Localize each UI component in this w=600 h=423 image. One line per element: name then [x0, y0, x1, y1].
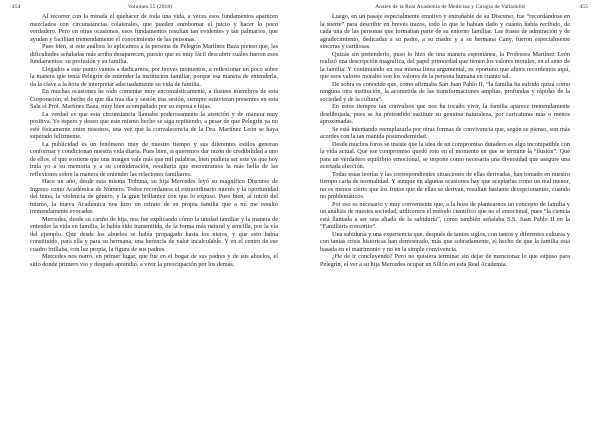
paragraph: Todas estas teorías y las correspondientes situaciones de ellas derivadas, han tomado en nuestro tiempo carta de normalidad. Y aunque en algunas ocasiones hay que aceptarlas como un mal menor, no es menos cierto que los frutos que de ellas se derivan, resultan bastante decepcionantes, cuando no problemáticos. [320, 170, 570, 200]
paragraph: Hace un año, desde esta misma Tribuna, su hija Mercedes leyó su magnífico Discurso de Ingreso como Académica de Número. Todos recordamos el extraordinario interés y la oportunidad del tema, la violencia de género, y la gran brillantez con que lo expuso. Pues bien, al inicio del mismo, la nueva Académica nos hizo un retrato de su propia familia que a mí me resultó tremendamente evocador. [30, 178, 278, 215]
page-body [30, 13, 278, 268]
right-page [300, 0, 600, 423]
paragraph: Una sabiduría y una experiencia que, después de tantos siglos, con tantos y diferentes culturas y con tantas crisis históricas han demostrado, más que sobradamente, el hecho de que la familia está basada en el matrimonio y no en la simple convivencia. [320, 230, 570, 253]
paragraph: Mercedes, desde su cariño de hija, nos fue explicando cómo la unidad familiar y la manera de entender la vida en familia, le había sido transmitida, de la forma más natural y sencilla, por la vía del ejemplo. Que desde los abuelos se había propagado hasta los nietos, y que esto había constituido, para ella y para su hermana, una herencia de valor incalculable. Y en el centro de ese cuadro brillaba, con luz propia, la figura de sus padres. [30, 215, 278, 253]
paragraph: Al recorrer con la mirada el quehacer de toda una vida, a veces esos fundamentos aparecen mezclados con circunstancias colaterales, que pueden enmbornar el juicio y hacer lo poco verdadero. Pero en otras ocasiones, esos fundamentos resultan tan evidentes y tan palmarios, que ayudan y facilitan tremendamente el conocimiento de las personas. [30, 13, 278, 43]
paragraph: La verdad es que esta circunstancia llamaba poderosamente la atención y de manera muy positiva. Yo espero y deseo que este mismo hecho se siga repitiendo, a pesar de que Pelegrín ya no esté físicamente entre nosotros, una vez que la convalecencia de la Dra. Martínez León se haya superado felizmente. [30, 110, 278, 140]
paragraph: Desde muchos foros se insiste que la idea de un compromiso duradero es algo incompatible con la vida actual. Qué ese compromiso quedó roto en el momento en que se termine la “ilusión”. Qué para un verdadero equilibrio emocional, se impone como necesaria una diversidad que asegure una acertada elección. [320, 140, 570, 170]
paragraph: La publicidad es un fenómeno muy de nuestro tiempo y sus diferentes estilos generan conformar y condicionan nuestra vida diaria. Pues bien, si queremos dar razón de credibilidad a uno de ellos, el que sostiene que una imagen vale más que mil palabras, bien pudiera ser este ya que hoy traía yo a su memoria y a su consideración, resultaría que encontramos la más bella de las reflexiones sobre la manera de entender las relaciones familiares. [30, 140, 278, 178]
paragraph: En estos tiempos tan convulsos que nos ha tocado vivir, la familia aparece tremendamente desdibujada, pues se ha pretendido sustituir su genuina naturaleza, por caricaturas más o menos aproximadas. [320, 103, 570, 125]
page-number: 455 [579, 4, 588, 10]
paragraph: Llegados a este punto vamos a dedicarnos, por breves momentos, a reflexionar un poco sobre la manera que tenía Pelegrín de entender la institución familiar, porque esa manera de entenderla, da la clave a la hora de interpretar adecuadamente su vida de familia. [30, 65, 278, 88]
paragraph: Mercedes nos narró, en primer lugar, que fue en el hogar de sus padres y de sus abuelos, el sitio donde primero vio y después aprendió, a vivir la preocupación por los demás. [30, 253, 278, 268]
paragraph: Quizás sin pretenderlo, puso lo hizo de una manera espontánea, la Profesora Martínez León realizó una descripción magnífica, del papel primordial que tienen los valores morales, en el seno de la familia. Y continuando en esa misma línea argumental, es oportuno que ahora recordemos aquí, que esos valores morales son los valores de la persona humana en cuanto tal. [320, 50, 570, 80]
page-number: 454 [12, 4, 21, 10]
paragraph: Se está intentando reemplazarla por otras formas de convivencia que, según se pienso, son más acordes con la tan manida postmodernidad. [320, 125, 570, 140]
paragraph: ¿He de ir concluyendo? Pero no quisiera terminar sin dejar de mencionar lo que supuso para Pelegrín, el ver a su hija Mercedes ocupar un Sillón en esta Real Academia. [320, 253, 570, 268]
paragraph: Pues bien, si este análisis lo aplicamos a la persona de Pelegrín Martínez Baza pienso que, las dificultades señaladas más arriba desaparecen, puesto que es muy fácil descubrir cuáles fueron esos fundamentos: su profesión y su familia. [30, 43, 278, 65]
paragraph: En muchas ocasiones he oído comentar muy encomiásticamente, a ilustres miembros de esta Corporación, el hecho de que día tras día y sesión tras sesión, siempre estuvieran presentes en esta Sala el Prof. Martínez Baza, muy bien acompañado por su esposa e hijas. [30, 88, 278, 110]
paragraph: Luego, en un pasaje especialmente emotivo y entrañable de su Discurso, fue “recordándose en la suerte” para describir en breves trazos, todo lo que le habían dado y cuánto había recibido, de cada una de las personas que formaban parte de su entorno familiar. Las frases de admiración y de agradecimiento, dedicadas a su padre, a su madre y a su hermana Cany, fueron especialmente sinceras y cariñosas. [320, 13, 570, 50]
page-body [320, 13, 570, 268]
paragraph: Por eso es necesario y muy conveniente que, a la hora de plantearnos un concepto de familia y un análisis de nuestra sociedad, utilicemos el método científico que no el emocional, pues “la ciencia está llamada a ser una aliada de la sabiduría”, como también señalaba S.S. Juan Pablo II en la “Familiaris consortio”. [320, 200, 570, 230]
running-head: Volumen 55 (2018) [127, 4, 173, 10]
running-head: Anales de la Real Academia de Medicina y Cirugía de Valladolid [375, 4, 525, 10]
paragraph: De sobra es conocido que, como afirmaba San Juan Pablo II, “la familia ha sufrido quizá como ninguna otra institución, la acometida de las transformaciones amplias, profundas y rápidas de la sociedad y de la cultura”. [320, 80, 570, 103]
